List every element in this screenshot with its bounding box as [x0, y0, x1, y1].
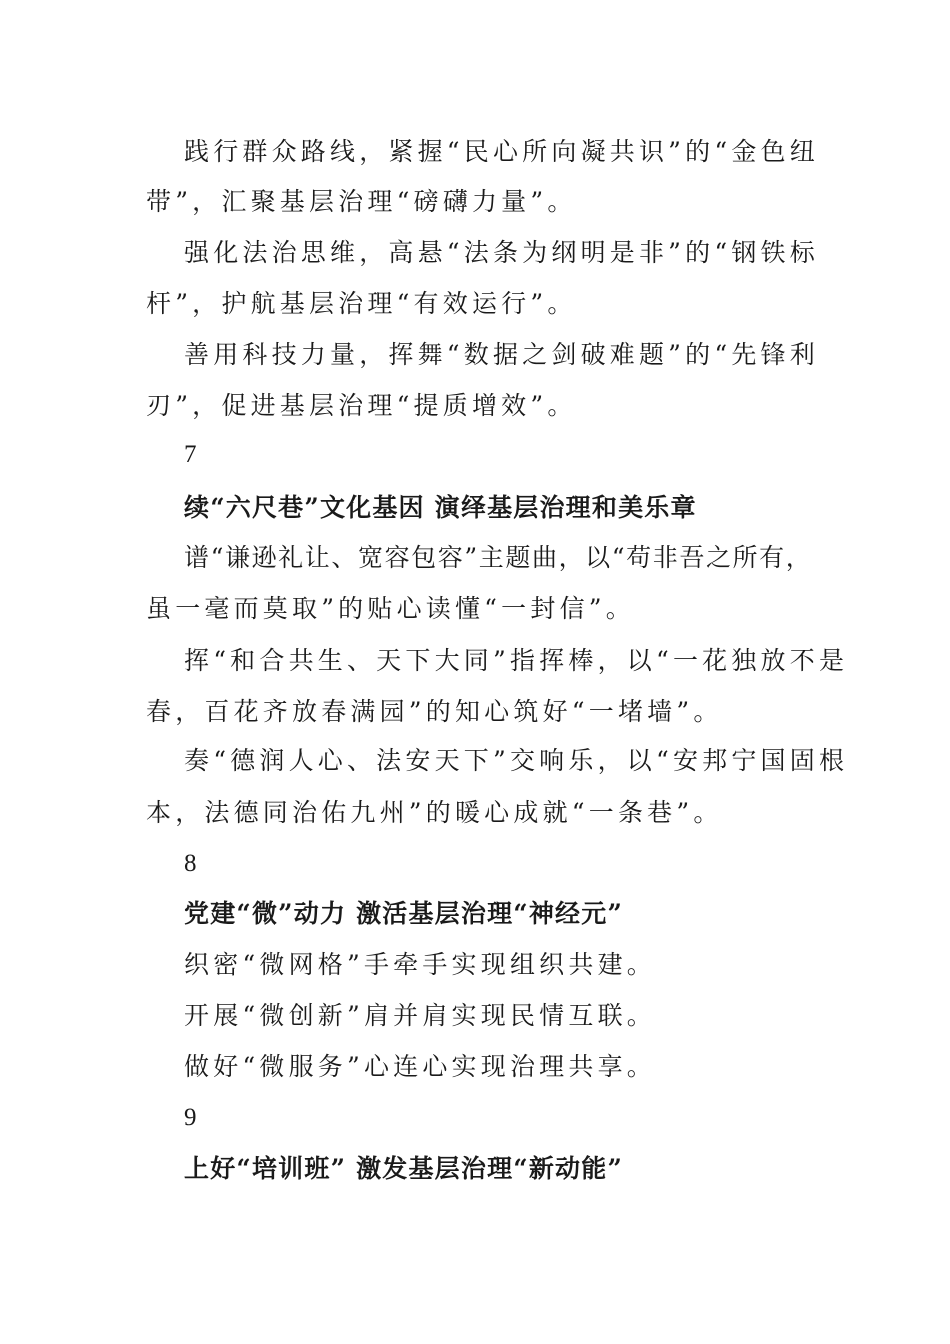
paragraph-line: 挥“和合共生、天下大同”指挥棒，以“一花独放不是 [184, 646, 849, 675]
paragraph-line: 奏“德润人心、法安天下”交响乐，以“安邦宁国固根 [184, 746, 849, 775]
section-heading: 党建“微”动力 激活基层治理“神经元” [184, 899, 624, 928]
section-heading: 续“六尺巷”文化基因 演绎基层治理和美乐章 [184, 493, 697, 522]
paragraph-line: 强化法治思维，高悬“法条为纲明是非”的“钢铁标 [184, 238, 819, 267]
paragraph-line: 本，法德同治佑九州”的暖心成就“一条巷”。 [146, 798, 723, 827]
section-heading: 上好“培训班” 激发基层治理“新动能” [184, 1154, 624, 1183]
paragraph-line: 虽一毫而莫取”的贴心读懂“一封信”。 [146, 594, 635, 623]
paragraph-line: 践行群众路线，紧握“民心所向凝共识”的“金色纽 [184, 137, 819, 166]
paragraph-line: 春，百花齐放春满园”的知心筑好“一堵墙”。 [146, 697, 723, 726]
paragraph-line: 带”，汇聚基层治理“磅礴力量”。 [146, 187, 577, 216]
paragraph-line: 杆”，护航基层治理“有效运行”。 [146, 289, 577, 318]
section-number: 9 [184, 1104, 197, 1131]
paragraph-line: 善用科技力量，挥舞“数据之剑破难题”的“先锋利 [184, 340, 819, 369]
paragraph-line: 刃”，促进基层治理“提质增效”。 [146, 391, 577, 420]
paragraph-line: 谱“谦逊礼让、宽容包容”主题曲，以“苟非吾之所有， [184, 543, 813, 572]
section-number: 8 [184, 850, 197, 877]
section-number: 7 [184, 441, 197, 468]
paragraph-line: 开展“微创新”肩并肩实现民情互联。 [184, 1001, 656, 1030]
paragraph-line: 织密“微网格”手牵手实现组织共建。 [184, 950, 656, 979]
paragraph-line: 做好“微服务”心连心实现治理共享。 [184, 1052, 656, 1081]
